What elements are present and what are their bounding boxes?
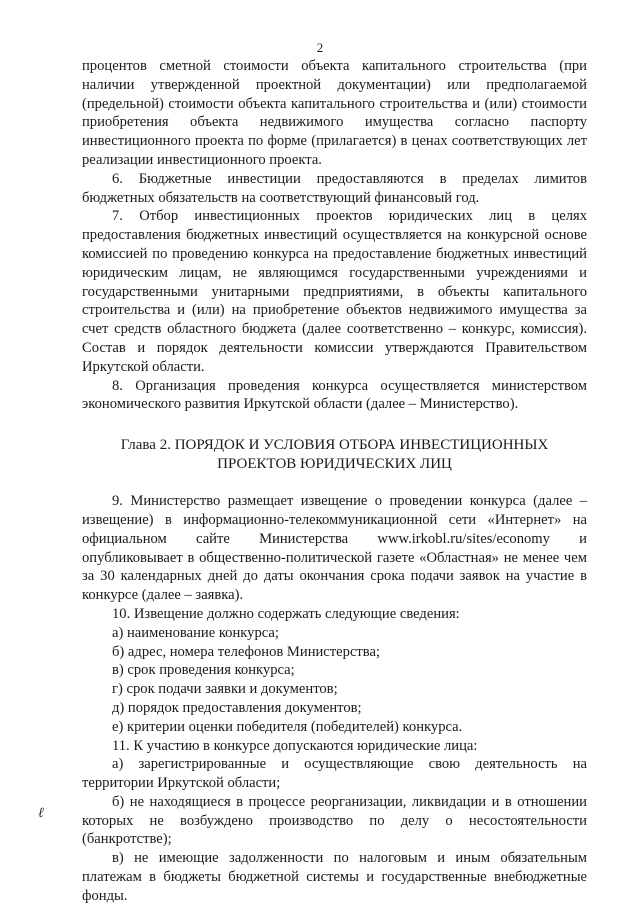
list-item-10a: а) наименование конкурса; xyxy=(112,624,279,641)
paragraph-6: 6. Бюджетные инвестиции предоставляются в пределах лимитов бюджетных обязательств на соответствующий финансовый год. xyxy=(82,170,587,206)
list-item-10c: в) срок проведения конкурса; xyxy=(112,662,295,679)
paragraph-9: 9. Министерство размещает извещение о проведении конкурса (далее – извещение) в информационно-телекоммуникационной сети «Интернет» на официальном сайте Министерства www.irkobl.ru/sites/economy и опубликовывает в общественно-политической газете «Областная» не менее чем за 30 календарных дней до даты окончания срока подачи заявок на участие в конкурсе (далее – заявка). xyxy=(82,493,587,604)
paragraph-continuation: процентов сметной стоимости объекта капитального строительства (при наличии утвержденной проектной документации) или предполагаемой (предельной) стоимости объекта капитального строительства и (или) стоимости приобретения объекта недвижимого имущества согласно паспорту инвестиционного проекта по форме (прилагается) в ценах соответствующих лет реализации инвестиционного проекта. xyxy=(82,58,587,168)
chapter-heading-line-2: ПРОЕКТОВ ЮРИДИЧЕСКИХ ЛИЦ xyxy=(217,456,452,473)
paragraph-11: 11. К участию в конкурсе допускаются юридические лица: xyxy=(112,737,478,754)
list-item-10e: д) порядок предоставления документов; xyxy=(112,699,362,716)
list-item-10f: е) критерии оценки победителя (победителей) конкурса. xyxy=(112,718,463,735)
chapter-heading-line-1: Глава 2. ПОРЯДОК И УСЛОВИЯ ОТБОРА ИНВЕСТИЦИОННЫХ xyxy=(120,437,549,454)
paragraph-7: 7. Отбор инвестиционных проектов юридических лиц в целях предоставления бюджетных инвестиций осуществляется на конкурсной основе комиссией по проведению конкурса на предоставление бюджетных инвестиций юридическим лицам, не являющимся государственными учреждениями и государственными унитарными предприятиями, в объекты капитального строительства и (или) на приобретение объектов недвижимого имущества за счет средств областного бюджета (далее соответственно – конкурс, комиссия). Состав и порядок деятельности комиссии утверждаются Правительством Иркутской области. xyxy=(82,208,587,375)
chapter-heading xyxy=(82,436,587,474)
list-item-11b: б) не находящиеся в процессе реорганизации, ликвидации и в отношении которых не возбуждено производство по делу о несостоятельности (банкротстве); xyxy=(82,793,587,848)
margin-mark: ℓ xyxy=(38,806,44,821)
list-item-11a: а) зарегистрированные и осуществляющие свою деятельность на территории Иркутской области; xyxy=(82,756,587,792)
list-item-10d: г) срок подачи заявки и документов; xyxy=(112,681,338,698)
list-item-10b: б) адрес, номера телефонов Министерства; xyxy=(112,643,381,660)
paragraph-10: 10. Извещение должно содержать следующие сведения: xyxy=(112,605,460,622)
document-body xyxy=(82,57,587,906)
paragraph-8: 8. Организация проведения конкурса осуществляется министерством экономического развития Иркутской области (далее – Министерство). xyxy=(82,377,587,413)
list-item-11c: в) не имеющие задолженности по налоговым и иным обязательным платежам в бюджеты бюджетной системы и государственные внебюджетные фонды. xyxy=(82,850,587,904)
page-number: 2 xyxy=(316,40,324,55)
